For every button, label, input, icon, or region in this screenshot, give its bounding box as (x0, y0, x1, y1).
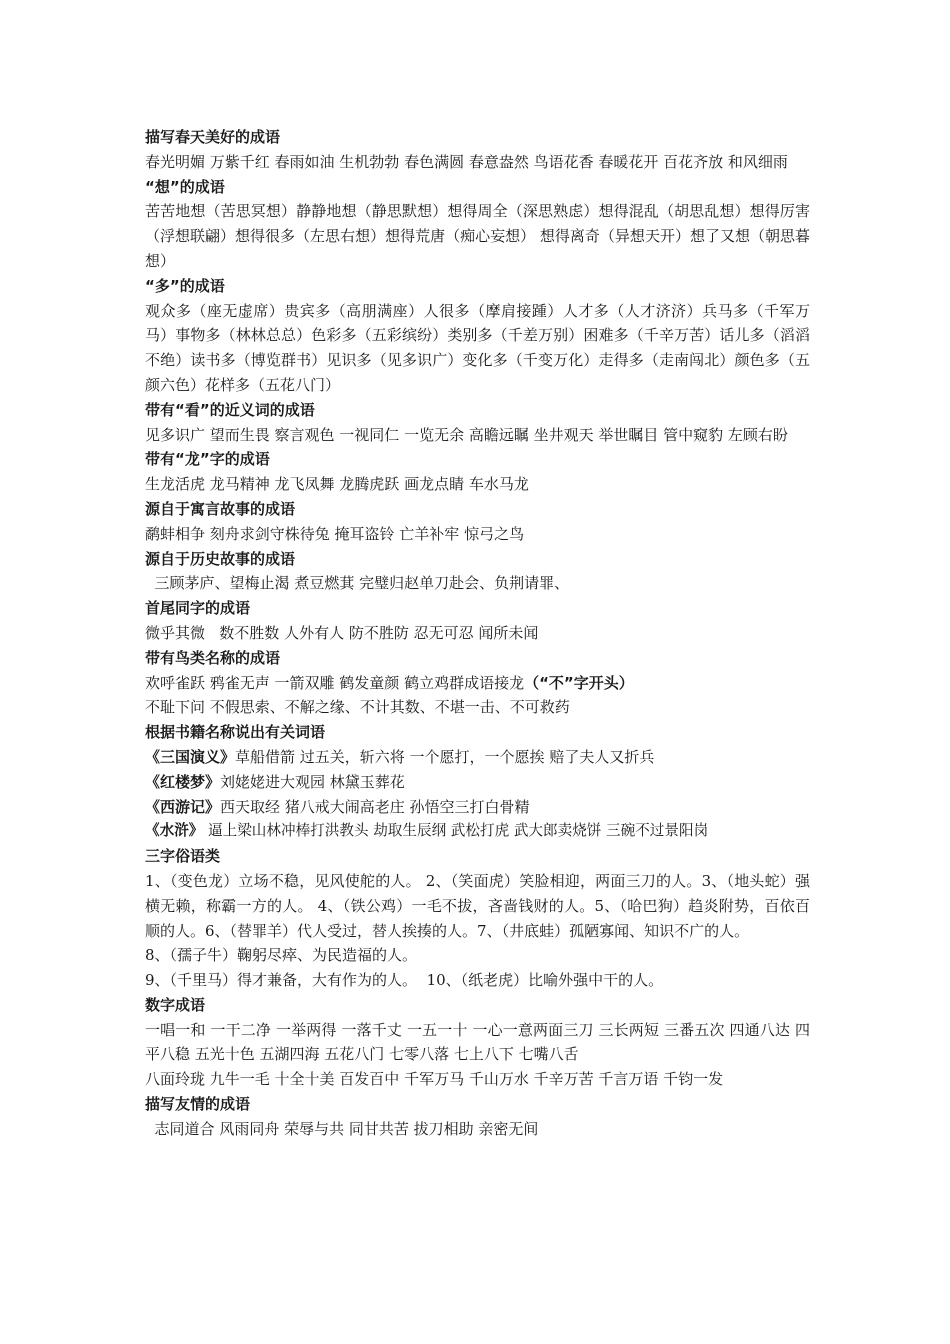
book-title: 《水浒》 (145, 822, 204, 840)
section-think (145, 175, 810, 274)
section-dragon (145, 447, 810, 497)
section-text: 不耻下问 不假思索、不解之缘、不计其数、不堪一击、不可救药 (145, 698, 570, 717)
section-text: 鹬蚌相争 刻舟求剑守株待兔 掩耳盗铃 亡羊补牢 惊弓之鸟 (145, 524, 525, 543)
section-text: 9、（千里马）得才兼备，大有作为的人。 10、（纸老虎）比喻外强中干的人。 (145, 971, 664, 990)
book-line (145, 745, 810, 770)
section-heading: “多”的成语 (145, 276, 225, 295)
section-heading: 带有“龙”字的成语 (145, 450, 270, 469)
section-text (145, 671, 810, 696)
book-text: 逼上梁山林冲棒打洪教头 劫取生辰纲 武松打虎 武大郎卖烧饼 三碗不过景阳岗 (203, 822, 709, 840)
section-text: 生龙活虎 龙马精神 龙飞凤舞 龙腾虎跃 画龙点睛 车水马龙 (145, 475, 529, 494)
section-friendship (145, 1092, 810, 1142)
section-text: 三顾茅庐、望梅止渴 煮豆燃萁 完璧归赵单刀赴会、负荆请罪、 (145, 574, 570, 593)
book-title: 《红楼梦》 (145, 772, 221, 791)
book-line (145, 795, 810, 820)
section-text: 志同道合 风雨同舟 荣辱与共 同甘共苦 拔刀相助 亲密无间 (145, 1119, 539, 1138)
section-heading: 三字俗语类 (145, 847, 221, 866)
section-text: 观众多（座无虚席）贵宾多（高朋满座）人很多（摩肩接踵）人才多（人才济济）兵马多（千军万马）事物多（林林总总）色彩多（五彩缤纷）类别多（千差万别）困难多（千辛万苦）话儿多（滔滔不绝）读书多（博览群书）见识多（见多识广）变化多（千变万化）走得多（走南闯北）颜色多（五颜六色）花样多（五花八门） (145, 301, 810, 394)
section-heading: “想”的成语 (145, 177, 225, 196)
section-history (145, 547, 810, 597)
chain-heading-bold: （“不”字开头） (524, 673, 634, 692)
section-same-ends (145, 596, 810, 646)
section-heading: 首尾同字的成语 (145, 599, 251, 618)
section-books (145, 720, 810, 844)
section-heading: 描写春天美好的成语 (145, 128, 281, 146)
section-heading: 根据书籍名称说出有关词语 (145, 723, 326, 742)
section-text: 八面玲珑 九牛一毛 十全十美 百发百中 千军万马 千山万水 千辛万苦 千言万语 千钧一发 (145, 1070, 724, 1089)
section-many (145, 274, 810, 398)
section-text: 1、（变色龙）立场不稳，见风使舵的人。 2、（笑面虎）笑脸相迎，两面三刀的人。3、（地头蛇）强横无赖，称霸一方的人。 4、（铁公鸡）一毛不拔，吝啬钱财的人。5、（哈巴狗）趋炎附势，百依百顺的人。6、（替罪羊）代人受过，替人挨揍的人。7、（井底蛙）孤陋寡闻、知识不广的人。 (145, 871, 810, 940)
book-text: 西天取经 猪八戒大闹高老庄 孙悟空三打白骨精 (220, 797, 530, 816)
section-text: 苦苦地想（苦思冥想）静静地想（静思默想）想得周全（深思熟虑）想得混乱（胡思乱想）想得厉害（浮想联翩）想得很多（左思右想）想得荒唐（痴心妄想） 想得离奇（异想天开）想了又想（朝思暮想） (145, 202, 810, 270)
book-line (145, 819, 810, 844)
bird-line-text: 欢呼雀跃 鸦雀无声 一箭双雕 鹤发童颜 鹤立鸡群成语接龙 (145, 673, 525, 692)
section-look (145, 398, 810, 448)
section-sanzi (145, 844, 810, 993)
section-text: 春光明媚 万紫千红 春雨如油 生机勃勃 春色满圆 春意盎然 鸟语花香 春暖花开 百花齐放 和风细雨 (145, 152, 788, 171)
section-heading: 带有“看”的近义词的成语 (145, 400, 315, 419)
book-text: 刘姥姥进大观园 林黛玉葬花 (220, 772, 405, 791)
section-text: 一唱一和 一干二净 一举两得 一落千丈 一五一十 一心一意两面三刀 三长两短 三番五次 四通八达 四平八稳 五光十色 五湖四海 五花八门 七零八落 七上八下 七嘴八舌 (145, 1020, 810, 1064)
section-text: 微乎其微 数不胜数 人外有人 防不胜防 忍无可忍 闻所未闻 (145, 623, 539, 642)
section-text: 8、（孺子牛）鞠躬尽瘁、为民造福的人。 (145, 946, 418, 965)
document-page (145, 125, 810, 1142)
section-heading: 源自于寓言故事的成语 (145, 499, 296, 518)
book-text: 草船借箭 过五关，斩六将 一个愿打，一个愿挨 赔了夫人又折兵 (235, 747, 655, 766)
section-spring (145, 125, 810, 175)
section-birds (145, 646, 810, 720)
section-heading: 源自于历史故事的成语 (145, 549, 296, 568)
section-text: 见多识广 望而生畏 察言观色 一视同仁 一览无余 高瞻远瞩 坐井观天 举世瞩目 管中窥豹 左顾右盼 (145, 425, 788, 444)
section-heading: 带有鸟类名称的成语 (145, 648, 281, 667)
section-heading: 数字成语 (145, 995, 206, 1014)
section-numbers (145, 993, 810, 1092)
book-title: 《三国演义》 (145, 747, 236, 766)
book-title: 《西游记》 (145, 797, 221, 816)
section-fable (145, 497, 810, 547)
book-line (145, 770, 810, 795)
section-heading: 描写友情的成语 (145, 1095, 251, 1114)
